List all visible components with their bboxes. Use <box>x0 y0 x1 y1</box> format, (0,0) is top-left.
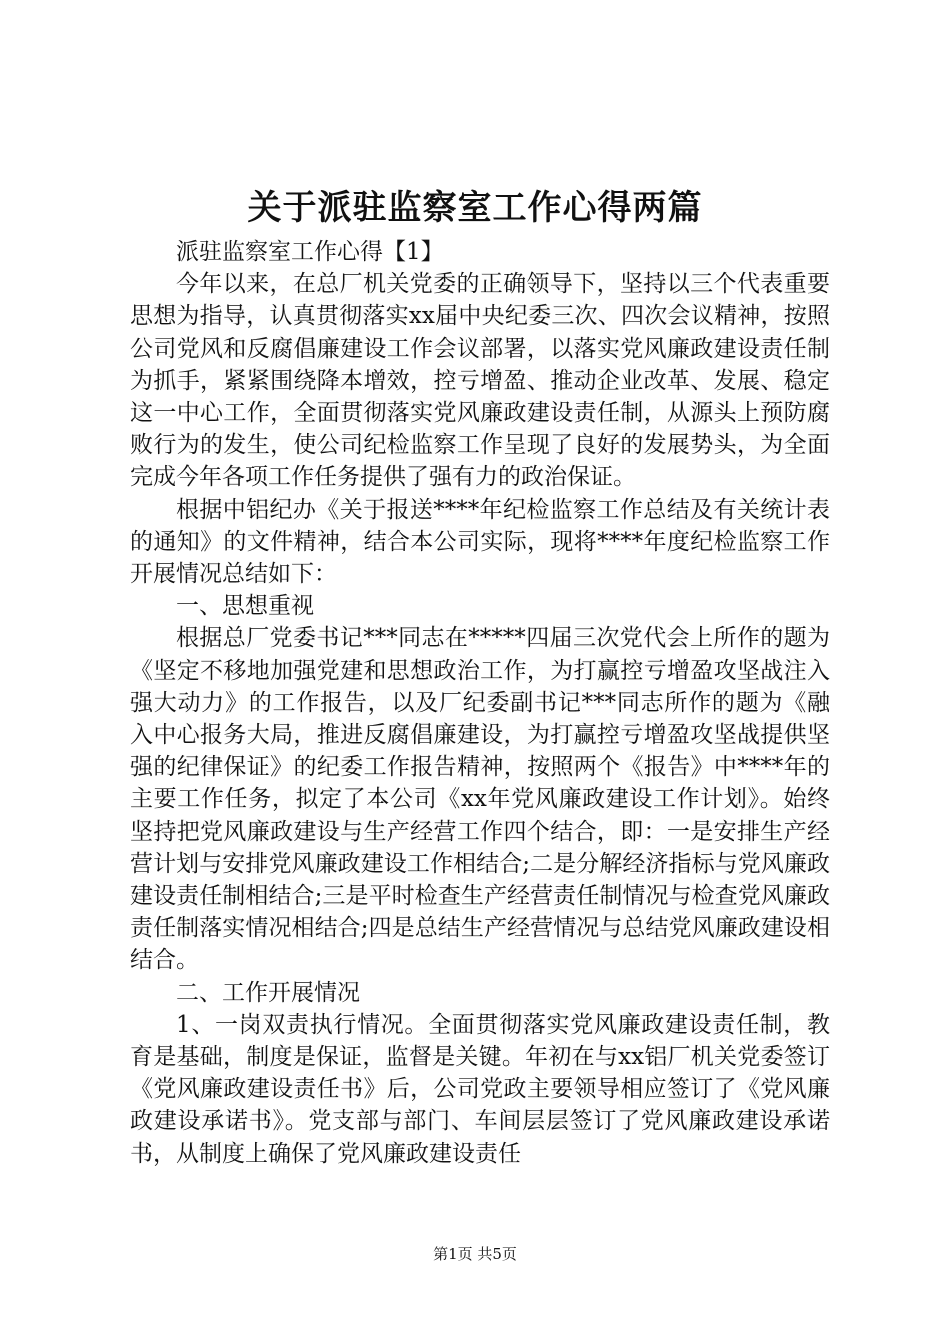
paragraph: 今年以来，在总厂机关党委的正确领导下，坚持以三个代表重要思想为指导，认真贯彻落实xx届中央纪委三次、四次会议精神，按照公司党风和反腐倡廉建设工作会议部署，以落实党风廉政建设责任制为抓手，紧紧围绕降本增效，控亏增盈、推动企业改革、发展、稳定这一中心工作，全面贯彻落实党风廉政建设责任制，从源头上预防腐败行为的发生，使公司纪检监察工作呈现了良好的发展势头，为全面完成今年各项工作任务提供了强有力的政治保证。 <box>130 271 830 491</box>
paragraph: 根据总厂党委书记***同志在*****四届三次党代会上所作的题为《坚定不移地加强党建和思想政治工作，为打赢控亏增盈攻坚战注入强大动力》的工作报告，以及厂纪委副书记***同志所作的题为《融入中心报务大局，推进反腐倡廉建设，为打赢控亏增盈攻坚战提供坚强的纪律保证》的纪委工作报告精神，按照两个《报告》中****年的主要工作任务，拟定了本公司《xx年党风廉政建设工作计划》。始终坚持把党风廉政建设与生产经营工作四个结合，即：一是安排生产经营计划与安排党风廉政建设工作相结合;二是分解经济指标与党风廉政建设责任制相结合;三是平时检查生产经营责任制情况与检查党风廉政责任制落实情况相结合;四是总结生产经营情况与总结党风廉政建设相结合。 <box>130 625 830 974</box>
section-heading: 派驻监察室工作心得【1】 <box>176 239 444 265</box>
document-body <box>130 236 830 1170</box>
document-title: 关于派驻监察室工作心得两篇 <box>247 188 703 228</box>
paragraph: 根据中铝纪办《关于报送****年纪检监察工作总结及有关统计表的通知》的文件精神，结合本公司实际，现将****年度纪检监察工作开展情况总结如下： <box>130 496 830 588</box>
paragraph: 1、一岗双责执行情况。全面贯彻落实党风廉政建设责任制，教育是基础，制度是保证，监督是关键。年初在与xx铝厂机关党委签订《党风廉政建设责任书》后，公司党政主要领导相应签订了《党风廉政建设承诺书》。党支部与部门、车间层层签订了党风廉政建设承诺书，从制度上确保了党风廉政建设责任 <box>130 1011 830 1167</box>
page-number-footer: 第1页 共5页 <box>433 1245 517 1263</box>
section-heading: 一、思想重视 <box>176 593 314 620</box>
section-heading: 二、工作开展情况 <box>176 979 360 1006</box>
